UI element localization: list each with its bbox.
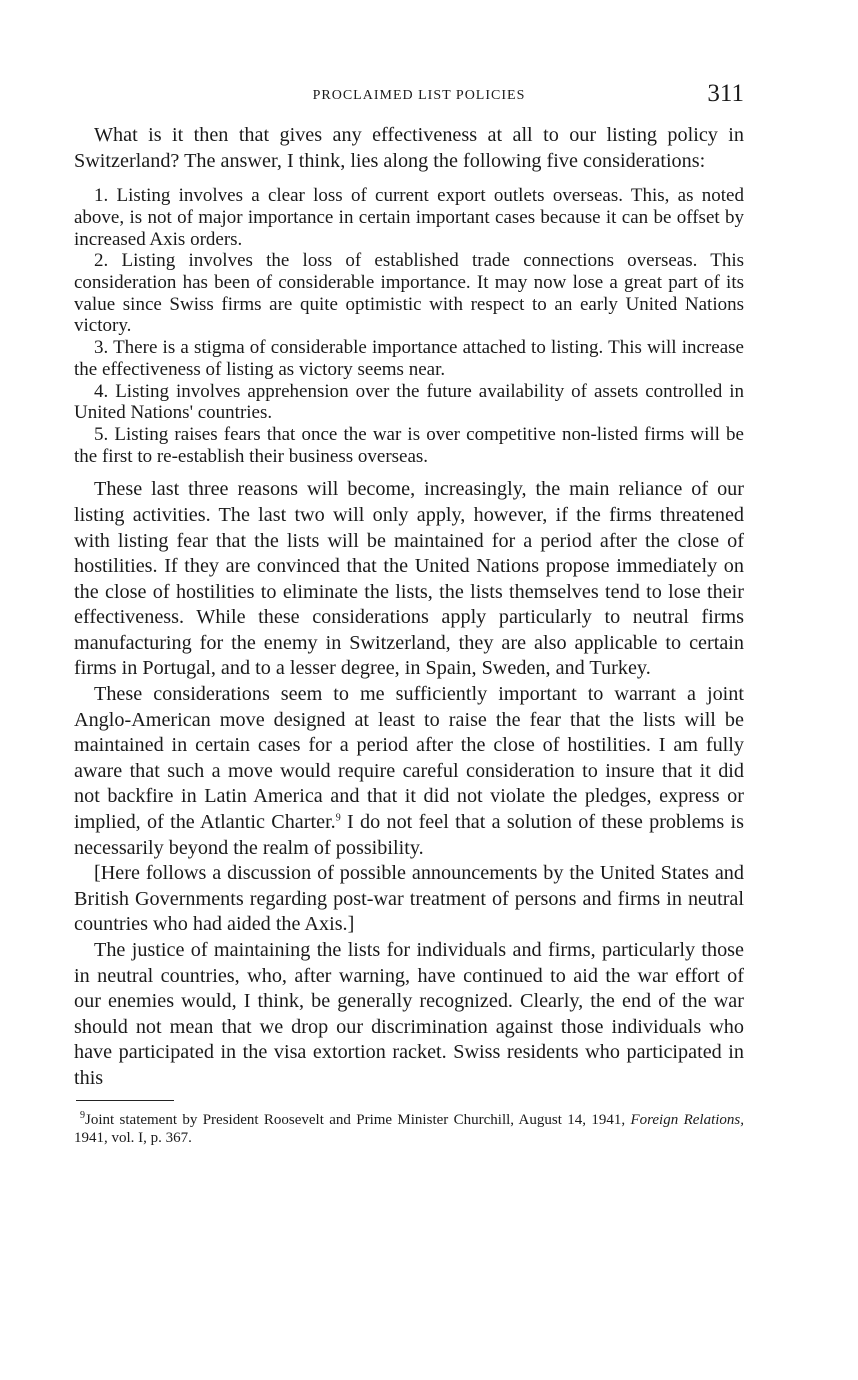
considerations-list: [74, 185, 744, 467]
consideration-item-1: 1. Listing involves a clear loss of current export outlets overseas. This, as noted above, is not of major importance in certain important cases because it can be offset by increased Axis orders.: [74, 185, 744, 250]
consideration-item-2: 2. Listing involves the loss of established trade connections overseas. This consideration has been of considerable importance. It may now lose a great part of its value since Swiss firms are quite optimistic with respect to an early United Nations victory.: [74, 250, 744, 337]
paragraph-anglo-american-continuation: I do not feel that a solution of these problems is necessarily beyond the realm of possibility.: [74, 811, 744, 859]
footnote-citation: 1941, vol. I, p. 367.: [74, 1130, 192, 1147]
consideration-item-4: 4. Listing involves apprehension over the future availability of assets controlled in United Nations' countries.: [74, 380, 744, 424]
footnote-source-title: Foreign Relations,: [630, 1111, 744, 1128]
running-title: PROCLAIMED LIST POLICIES: [312, 88, 526, 103]
footnote-reference: 9: [335, 812, 341, 824]
paragraph-anglo-american: [74, 682, 744, 861]
footnote-mark: 9: [80, 1109, 85, 1121]
paragraph-reliance: These last three reasons will become, increasingly, the main reliance of our listing activities. The last two will only apply, however, if the firms threatened with listing fear that the lists will be maintained for a period after the close of hostilities. If they are convinced that the United Nations propose immediately on the close of hostilities to eliminate the lists, the lists themselves tend to lose their effectiveness. While these considerations apply particularly to neutral firms manufacturing for the enemy in Switzerland, they are also applicable to certain firms in Portugal, and to a lesser degree, in Spain, Sweden, and Turkey.: [74, 478, 744, 680]
paragraph-anglo-american-text: These considerations seem to me sufficiently important to warrant a joint Anglo-American move designed at least to raise the fear that the lists will be maintained in certain cases for a period after the close of hostilities. I am fully aware that such a move would require careful consideration to insure that it did not backfire in Latin America and that it did not violate the pledges, express or implied, of the Atlantic Charter.: [74, 683, 744, 834]
footnote-divider: [76, 1100, 174, 1101]
page-number: 311: [707, 80, 744, 107]
footnote-text: Joint statement by President Roosevelt and Prime Minister Churchill, August 14, 1941,: [85, 1111, 631, 1128]
intro-paragraph: What is it then that gives any effectiveness at all to our listing policy in Switzerland? The answer, I think, lies along the following five considerations:: [74, 124, 744, 172]
running-head: [74, 78, 744, 112]
consideration-item-5: 5. Listing raises fears that once the war is over competitive non-listed firms will be the first to re-establish their business overseas.: [74, 423, 744, 467]
paragraph-editorial-note: [Here follows a discussion of possible announcements by the United States and British Governments regarding post-war treatment of persons and firms in neutral countries who had aided the Axis.]: [74, 862, 744, 936]
document-page: [74, 78, 744, 1148]
paragraph-justice: The justice of maintaining the lists for individuals and firms, particularly those in neutral countries, who, after warning, have continued to aid the war effort of our enemies would, I think, be generally recognized. Clearly, the end of the war should not mean that we drop our discrimination against those individuals who have participated in the visa extortion racket. Swiss residents who participated in this: [74, 939, 744, 1089]
footnote: [74, 1111, 744, 1148]
consideration-item-3: 3. There is a stigma of considerable importance attached to listing. This will increase the effectiveness of listing as victory seems near.: [74, 337, 744, 380]
